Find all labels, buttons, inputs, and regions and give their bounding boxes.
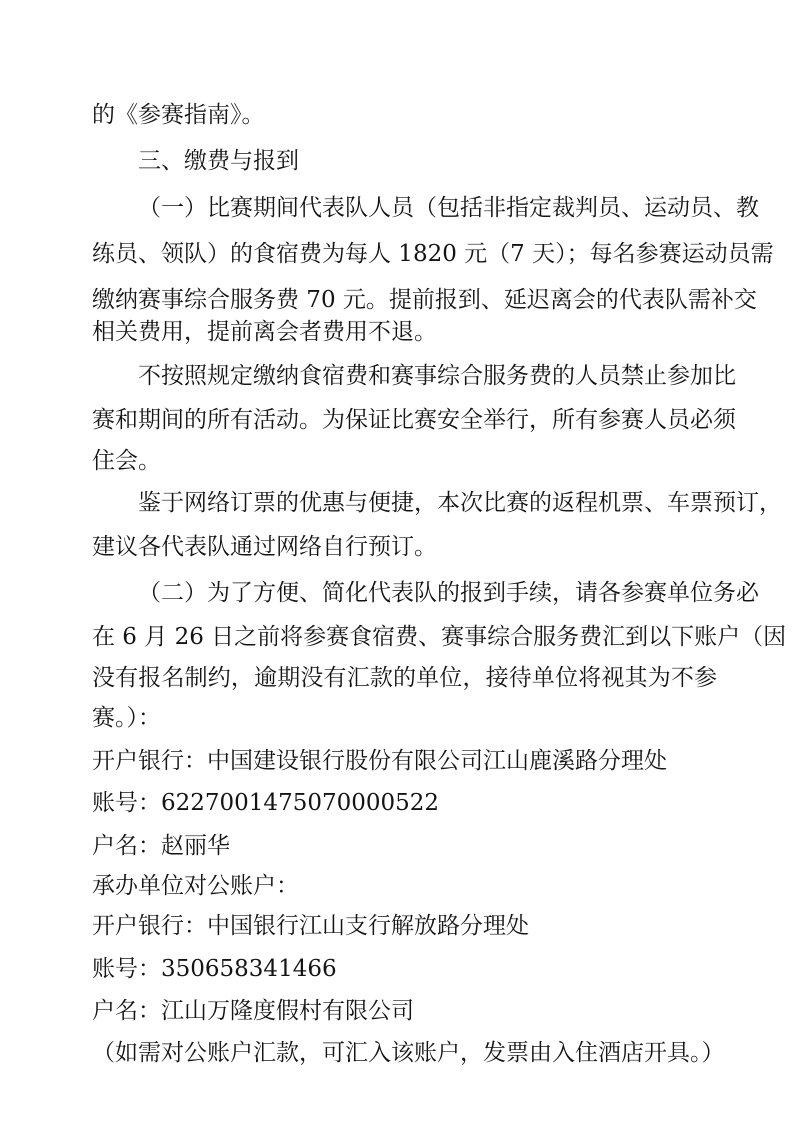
text-line: 没有报名制约，逾期没有汇款的单位，接待单位将视其为不参 <box>92 665 717 691</box>
section-heading: 三、缴费与报到 <box>138 148 299 174</box>
text-line: 相关费用，提前离会者费用不退。 <box>92 319 437 345</box>
text-line: 的《参赛指南》。 <box>92 102 265 128</box>
text-line: 缴纳赛事综合服务费 70 元。提前报到、延迟离会的代表队需补交 <box>92 287 757 313</box>
text-line: 鉴于网络订票的优惠与便捷，本次比赛的返程机票、车票预订， <box>138 490 782 516</box>
account-number-line: 账号：350658341466 <box>92 956 337 982</box>
text-line: 在 6 月 26 日之前将参赛食宿费、赛事综合服务费汇到以下账户（因 <box>92 624 787 650</box>
account-holder-line: 户名：赵丽华 <box>92 833 230 859</box>
bank-name-line: 开户银行：中国银行江山支行解放路分理处 <box>92 913 529 939</box>
text-line: 赛和期间的所有活动。为保证比赛安全举行，所有参赛人员必须 <box>92 407 736 433</box>
bank-name-line: 开户银行：中国建设银行股份有限公司江山鹿溪路分理处 <box>92 748 667 774</box>
text-line: （二）为了方便、简化代表队的报到手续，请各参赛单位务必 <box>138 580 759 606</box>
corporate-account-heading: 承办单位对公账户： <box>92 873 299 899</box>
text-line: （一）比赛期间代表队人员（包括非指定裁判员、运动员、教 <box>138 195 759 221</box>
text-line: 练员、领队）的食宿费为每人 1820 元（7 天）；每名参赛运动员需 <box>92 241 774 267</box>
text-line: 住会。 <box>92 448 161 474</box>
account-number-line: 账号：6227001475070000522 <box>92 790 440 816</box>
text-line: 赛。）： <box>92 705 161 731</box>
note-line: （如需对公账户汇款，可汇入该账户，发票由入住酒店开具。） <box>92 1040 725 1066</box>
text-line: 建议各代表队通过网络自行预订。 <box>92 534 437 560</box>
text-line: 不按照规定缴纳食宿费和赛事综合服务费的人员禁止参加比 <box>138 363 736 389</box>
account-holder-line: 户名：江山万隆度假村有限公司 <box>92 998 414 1024</box>
